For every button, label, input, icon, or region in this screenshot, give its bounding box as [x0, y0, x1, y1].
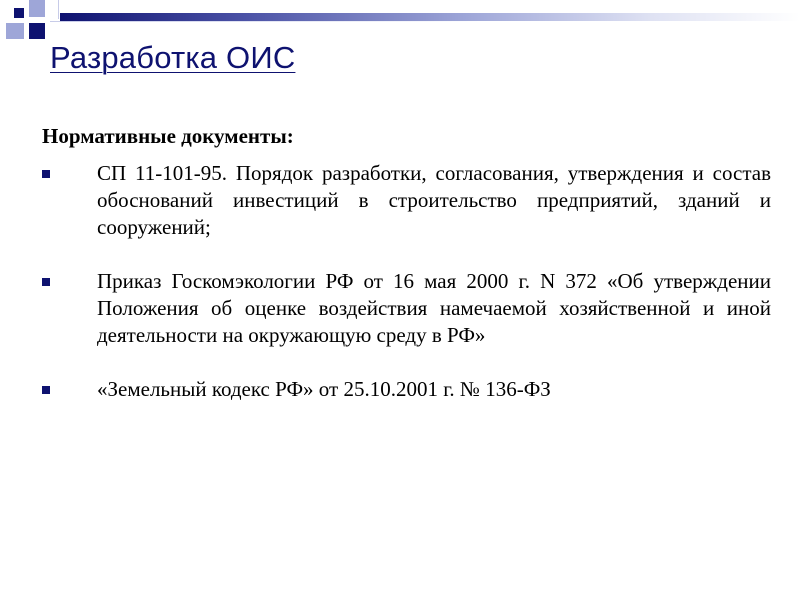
slide-content [42, 122, 771, 430]
slide-title: Разработка ОИС [50, 40, 296, 75]
subheading: Нормативные документы: [42, 124, 294, 148]
list-item [42, 376, 771, 403]
header-gradient-band [60, 13, 800, 21]
list-item [42, 160, 771, 241]
list-item-text: «Земельный кодекс РФ» от 25.10.2001 г. № 136-ФЗ [97, 377, 551, 401]
document-list [42, 160, 771, 403]
corner-square-decoration [29, 0, 45, 17]
corner-square-decoration [45, 0, 59, 19]
square-bullet-icon [42, 386, 50, 394]
corner-square-decoration [6, 23, 24, 39]
list-item-text: СП 11-101-95. Порядок разработки, согласования, утверждения и состав обоснований инвестиций в строительство предприятий, зданий и сооружений; [97, 161, 771, 239]
square-bullet-icon [42, 278, 50, 286]
header-divider [50, 21, 480, 22]
corner-square-decoration [29, 23, 45, 39]
square-bullet-icon [42, 170, 50, 178]
corner-square-decoration [14, 8, 24, 18]
list-item-text: Приказ Госкомэкологии РФ от 16 мая 2000 г. N 372 «Об утверждении Положения об оценке воздействия намечаемой хозяйственной и иной деятельности на окружающую среду в РФ» [97, 269, 771, 347]
list-item [42, 268, 771, 349]
